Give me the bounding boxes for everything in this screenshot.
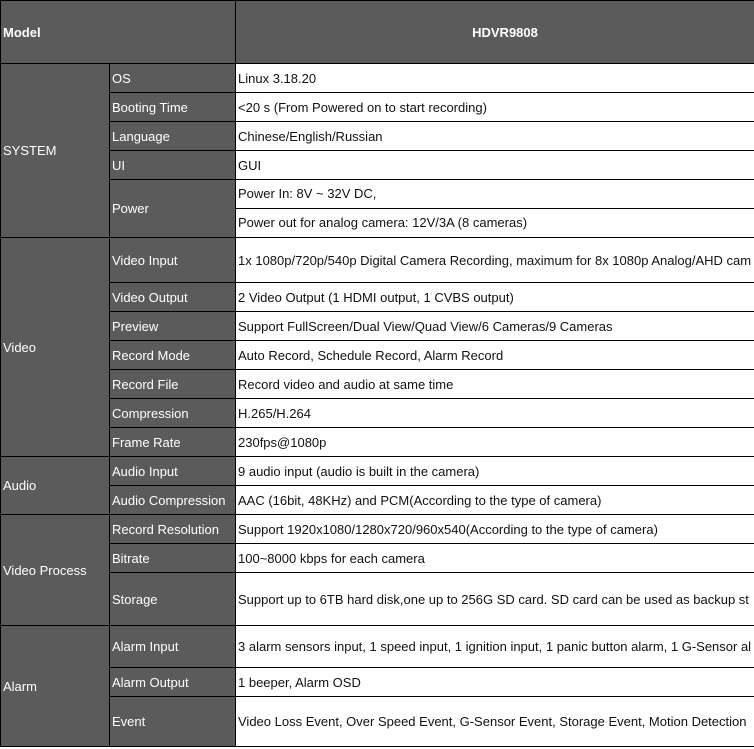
row-value-language: Chinese/English/Russian bbox=[236, 122, 754, 151]
category-audio: Audio bbox=[1, 457, 110, 515]
row-label-booting-time: Booting Time bbox=[110, 93, 236, 122]
row-value-alarm-output: 1 beeper, Alarm OSD bbox=[236, 668, 754, 697]
row-value-audio-compression: AAC (16bit, 48KHz) and PCM(According to the type of camera) bbox=[236, 486, 754, 515]
row-value-frame-rate: 230fps@1080p bbox=[236, 428, 754, 457]
category-video: Video bbox=[1, 238, 110, 457]
row-value-video-output: 2 Video Output (1 HDMI output, 1 CVBS output) bbox=[236, 283, 754, 312]
row-label-video-output: Video Output bbox=[110, 283, 236, 312]
model-name-header bbox=[236, 1, 754, 64]
row-value-power bbox=[236, 180, 754, 238]
model-header-label: Model bbox=[1, 1, 236, 64]
row-value-record-mode: Auto Record, Schedule Record, Alarm Record bbox=[236, 341, 754, 370]
row-value-video-input: 1x 1080p/720p/540p Digital Camera Recording, maximum for 8x 1080p Analog/AHD cam bbox=[236, 238, 754, 283]
row-value-event: Video Loss Event, Over Speed Event, G-Sensor Event, Storage Event, Motion Detection bbox=[236, 697, 754, 747]
row-value-record-file: Record video and audio at same time bbox=[236, 370, 754, 399]
row-value-os: Linux 3.18.20 bbox=[236, 64, 754, 93]
row-label-record-file: Record File bbox=[110, 370, 236, 399]
row-label-os: OS bbox=[110, 64, 236, 93]
row-value-booting-time: <20 s (From Powered on to start recording) bbox=[236, 93, 754, 122]
row-label-event: Event bbox=[110, 697, 236, 747]
row-label-ui: UI bbox=[110, 151, 236, 180]
row-label-compression: Compression bbox=[110, 399, 236, 428]
row-label-preview: Preview bbox=[110, 312, 236, 341]
row-value-compression: H.265/H.264 bbox=[236, 399, 754, 428]
row-label-frame-rate: Frame Rate bbox=[110, 428, 236, 457]
row-value-ui: GUI bbox=[236, 151, 754, 180]
model-name: HDVR9808 bbox=[472, 24, 538, 40]
row-label-record-resolution: Record Resolution bbox=[110, 515, 236, 544]
row-label-power: Power bbox=[110, 180, 236, 238]
row-label-storage: Storage bbox=[110, 573, 236, 626]
category-system: SYSTEM bbox=[1, 64, 110, 238]
row-label-video-input: Video Input bbox=[110, 238, 236, 283]
row-label-record-mode: Record Mode bbox=[110, 341, 236, 370]
row-label-audio-compression: Audio Compression bbox=[110, 486, 236, 515]
row-value-bitrate: 100~8000 kbps for each camera bbox=[236, 544, 754, 573]
power-in-value: Power In: 8V ~ 32V DC, bbox=[238, 186, 377, 201]
row-value-audio-input: 9 audio input (audio is built in the camera) bbox=[236, 457, 754, 486]
row-label-audio-input: Audio Input bbox=[110, 457, 236, 486]
power-out-value: Power out for analog camera: 12V/3A (8 cameras) bbox=[236, 208, 754, 237]
row-value-storage: Support up to 6TB hard disk,one up to 256G SD card. SD card can be used as backup st bbox=[236, 573, 754, 626]
row-label-alarm-output: Alarm Output bbox=[110, 668, 236, 697]
category-video-process: Video Process bbox=[1, 515, 110, 626]
row-label-language: Language bbox=[110, 122, 236, 151]
category-alarm: Alarm bbox=[1, 626, 110, 747]
row-label-alarm-input: Alarm Input bbox=[110, 626, 236, 668]
row-label-bitrate: Bitrate bbox=[110, 544, 236, 573]
row-value-alarm-input: 3 alarm sensors input, 1 speed input, 1 ignition input, 1 panic button alarm, 1 G-Sensor al bbox=[236, 626, 754, 668]
row-value-preview: Support FullScreen/Dual View/Quad View/6 Cameras/9 Cameras bbox=[236, 312, 754, 341]
row-value-record-resolution: Support 1920x1080/1280x720/960x540(According to the type of camera) bbox=[236, 515, 754, 544]
